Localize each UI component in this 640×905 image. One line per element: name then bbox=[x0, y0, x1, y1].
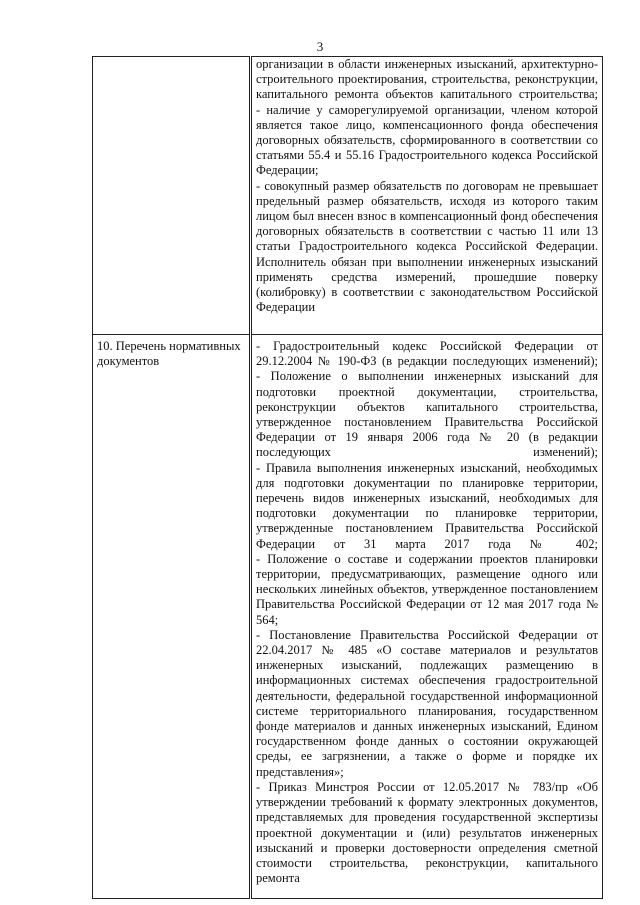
row-label-cell bbox=[93, 57, 251, 335]
row-content-cell bbox=[251, 335, 603, 899]
row-label: 10. Перечень нормативных документов bbox=[97, 339, 241, 369]
paragraph: организации в области инженерных изысканий, архитектурно-строительного проектирования, строительства, реконструкции, капитального ремонта объектов капитального строительства; bbox=[256, 57, 598, 102]
list-item: - Постановление Правительства Российской Федерации от 22.04.2017 № 485 «О составе материалов и результатов инженерных изысканий, подлежащих размещению в информационных системах обеспечения градостроительной деятельности, федеральной государственной информационной системе территориального планирования, государственном фонде материалов и данных инженерных изысканий, Едином государственном фонде данных о состоянии окружающей среды, ее загрязнении, а также о форме и порядке их представления»; bbox=[256, 627, 598, 779]
list-item: - Градостроительный кодекс Российской Федерации от 29.12.2004 № 190-ФЗ (в редакции последующих изменений); bbox=[256, 339, 598, 369]
paragraph: - совокупный размер обязательств по договорам не превышает предельный размер обязательств, исходя из которого таким лицом был внесен взнос в компенсационный фонд обеспечения договорных обязательств в соответствии с частью 11 или 13 статьи Градостроительного кодекса Российской Федерации. bbox=[256, 178, 598, 254]
list-item: - Приказ Минстроя России от 12.05.2017 № 783/пр «Об утверждении требований к формату электронных документов, представляемых для проведения государственной экспертизы проектной документации и (или) результатов инженерных изысканий и проверки достоверности определения сметной стоимости строительства, реконструкции, капитального ремонта bbox=[256, 779, 598, 886]
list-item: - Положение о составе и содержании проектов планировки территории, предусматривающих, размещение одного или нескольких линейных объектов, утвержденное постановлением Правительства Российской Федерации от 12 мая 2017 года № 564; bbox=[256, 551, 598, 627]
row-label-cell bbox=[93, 335, 251, 899]
paragraph: - наличие у саморегулируемой организации, членом которой является такое лицо, компенсационного фонда обеспечения договорных обязательств, сформированного в соответствии со статьями 55.4 и 55.16 Градостроительного кодекса Российской Федерации; bbox=[256, 102, 598, 178]
row-content-cell bbox=[251, 57, 603, 335]
list-item: - Положение о выполнении инженерных изысканий для подготовки проектной документации, строительства, реконструкции объектов капитального строительства, утвержденное постановлением Правительства Российской Федерации от 19 января 2006 года № 20 (в редакции последующих изменений); bbox=[256, 369, 598, 460]
page-number: 3 bbox=[316, 39, 324, 54]
table-row bbox=[93, 335, 603, 899]
table-row bbox=[93, 57, 603, 335]
paragraph: Исполнитель обязан при выполнении инженерных изысканий применять средства измерений, прошедшие поверку (колибровку) в соответствии с законодательством Российской Федерации bbox=[256, 254, 598, 315]
list-item: - Правила выполнения инженерных изысканий, необходимых для подготовки документации по планировке территории, перечень видов инженерных изысканий, необходимых для подготовки документации по планировке территории, утвержденные постановлением Правительства Российской Федерации от 31 марта 2017 года № 402; bbox=[256, 460, 598, 551]
requirements-table bbox=[92, 56, 603, 899]
